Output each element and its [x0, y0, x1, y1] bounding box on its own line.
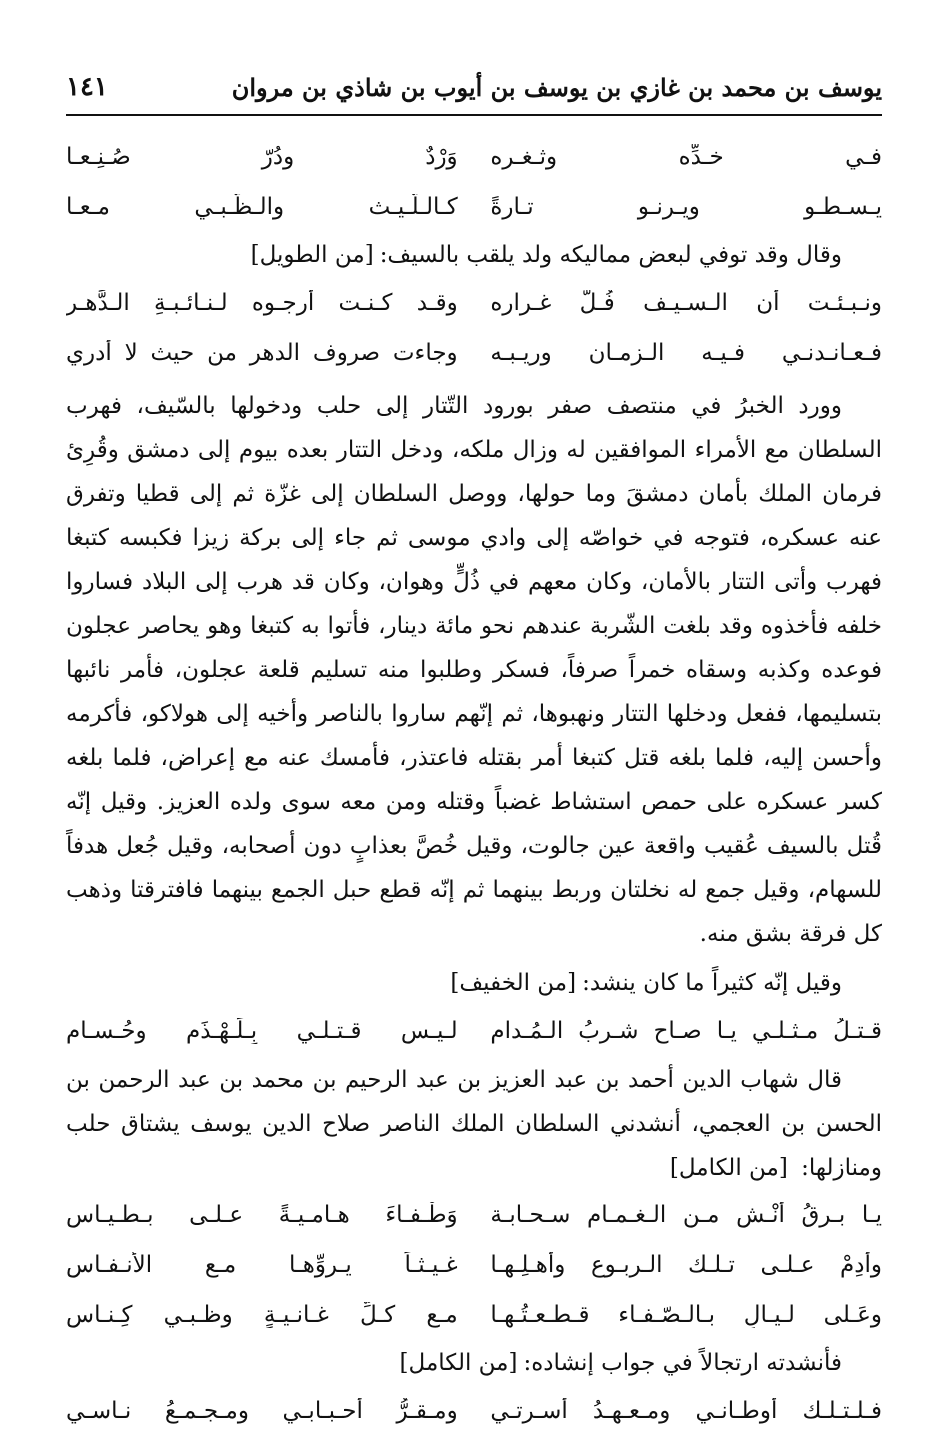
prose-paragraph: وورد الخبرُ في منتصف صفر بورود التّتار إلى حلب ودخولها بالسّيف، فهرب السلطان مع الأمراء الموافقين له وزال ملكه، ودخل التتار بعده بيوم إلى دمشق وقُرِئ فرمان الملك بأمان دمشقَ وما حولها، ووصل السلطان إلى غزّة ثم إلى قطيا وتفرق عنه عسكره، فتوجه في خواصّه إلى وادي موسى ثم جاء إلى بركة زيزا فكبسه كتبغا فهرب وأتى التتار بالأمان، وكان معهم في ذُلٍّ وهوان، وكان قد هرب إلى البلاد فساروا خلفه فأخذوه وقد بلغت الشّربة عندهم نحو مائة دينار، فأتوا به كتبغا وهو يحاصر عجلون فوعده وكذبه وسقاه خمراً صرفاً، فسكر وطلبوا منه تسليم قلعة عجلون، فأمر نائبها بتسليمها، ففعل ودخلها التتار ونهبوها، ثم إنّهم ساروا بالناصر وأخيه إلى هولاكو، فأكرمه وأحسن إليه، فلما بلغه قتل كتبغا أمر بقتله فاعتذر، فأمسك عنه مع إعراض، فلما بلغه كسر عسكره على حمص استشاط غضباً وقتله ومن معه سوى ولده العزيز. وقيل إنّه قُتل بالسيف عُقيب واقعة عين جالوت، وقيل خُصَّ بعذابٍ دون أصحابه، وقيل جُعل هدفاً للسهام، وقيل جمع له نخلتان وربط بينهما ثم إنّه قطع حبل الجمع بينهما فافترقتا وذهب كل فرقة بشق منه.	[66, 393, 882, 947]
poem-introduction	[66, 960, 882, 1006]
verse-first-hemistich: فـعـانـدنـي فـيـه الـزمـان وريـبـه	[490, 340, 882, 366]
verse-line	[66, 1006, 882, 1056]
verse-first-hemistich: وعَـلى لـيـالٍ بـالـصّـفـاء قـطـعـتُـهـا	[490, 1302, 882, 1328]
verse-first-hemistich: يـسـطـو ويـرنـو تـارةً	[490, 194, 882, 220]
meter-label: [من الخفيف]	[450, 970, 577, 996]
verse-first-hemistich: فـلـتـلـك أوطـانـي ومـعـهـدُ أسـرتـي	[490, 1398, 882, 1424]
page-body	[66, 132, 882, 1436]
verse-second-hemistich: مـع كـلِّ غـانـيـةٍ وظـبـي كِـنـاسِ	[66, 1302, 458, 1328]
meter-label: [من الطويل]	[250, 242, 374, 268]
page-header	[66, 60, 882, 116]
verse-first-hemistich: وأدِمْ عـلـى تـلـك الـربـوع وأهـلِـهـا	[490, 1252, 882, 1278]
verse-second-hemistich: ومـقـرُّ أحـبـابـي ومـجـمـعُ نـاسـي	[66, 1398, 458, 1424]
intro-text: وقال وقد توفي لبعض مماليكه ولد يلقب بالسيف:	[379, 242, 842, 268]
verse-second-hemistich: كـالـلّـيـث والـظّـبـي مـعـا	[66, 194, 458, 220]
intro-text: وقيل إنّه كثيراً ما كان ينشد:	[582, 970, 842, 996]
paragraph-text: قال شهاب الدين أحمد بن عبد العزيز بن عبد الرحيم بن محمد بن عبد الرحمن بن الحسن بن العجمي، أنشدني السلطان الملك الناصر صلاح الدين يوسف يشتاق حلب ومنازلها:	[66, 1067, 882, 1181]
verse-second-hemistich: لـيـس قـتـلـي بِـلَـهْـذَمٍ وحُـسـامِ	[66, 1018, 458, 1044]
meter-label: [من الكامل]	[399, 1350, 518, 1376]
verse-second-hemistich: وجاءت صروف الدهر من حيث لا أدري	[66, 340, 458, 366]
verse-first-hemistich: فـي خـدِّه وثـغـره	[490, 144, 882, 170]
meter-label: [من الكامل]	[669, 1155, 788, 1181]
poem-introduction	[66, 232, 882, 278]
verse-line	[66, 1386, 882, 1436]
verse-line	[66, 1190, 882, 1240]
verse-line	[66, 132, 882, 182]
verse-first-hemistich: قـتـلُ مـثـلـي يـا صـاحِ شـربُ الـمُـدامِ	[490, 1018, 882, 1044]
verse-first-hemistich: ونـبـئـت أن الـسـيـف فُـلَّ غـراره	[490, 290, 882, 316]
intro-text: فأنشدته ارتجالاً في جواب إنشاده:	[523, 1350, 842, 1376]
verse-second-hemistich: غـيـثـاً يـروِّهـا مـع الأنـفـاسِ	[66, 1252, 458, 1278]
verse-line	[66, 278, 882, 328]
verse-second-hemistich: وقـد كـنـت أرجـوه لـنـائـبـةِ الـدَّهـرِ	[66, 290, 458, 316]
running-title: يوسف بن محمد بن غازي بن يوسف بن أيوب بن شاذي بن مروان	[231, 72, 882, 102]
verse-first-hemistich: يـا بـرقُ أنْـشِ مـن الـغـمـامِ سـحـابـة	[490, 1202, 882, 1228]
verse-line	[66, 328, 882, 378]
verse-line	[66, 182, 882, 232]
poem-introduction	[66, 1340, 882, 1386]
page-number: ١٤١	[66, 72, 108, 102]
verse-line	[66, 1240, 882, 1290]
verse-second-hemistich: وَطْـفـاءَ هـامـيـةً عـلـى بـطـيـاس	[66, 1202, 458, 1228]
verse-line	[66, 1290, 882, 1340]
verse-second-hemistich: وَرْدٌ ودُرّ صُـنِـعـا	[66, 144, 458, 170]
prose-paragraph	[66, 1058, 882, 1190]
